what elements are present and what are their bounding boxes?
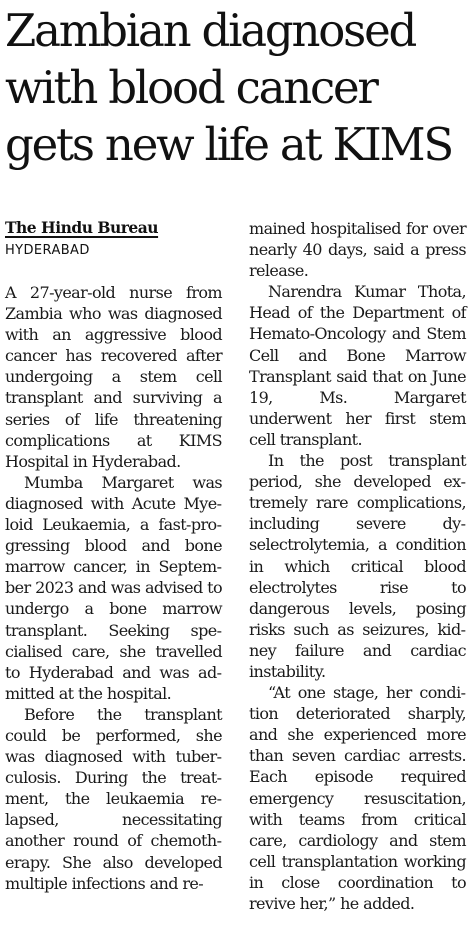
headline-line: Zambian diagnosed: [5, 4, 416, 57]
body-paragraph: Mumba Margaret was diagnosed with Acute Myeloid Leukaemia, a fast-progressing blood and bone marrow cancer, in September 2023 and was advised to undergo a bone marrow transplant. Seeking specialised care, she travelled to Hyderabad and was admitted at the hospital.: [5, 472, 222, 703]
body-paragraph: Narendra Kumar Thota, Head of the Department of Hemato-Oncology and Stem Cell and Bone Marrow Transplant said that on June 19, Ms. Margaret underwent her first stem cell transplant.: [249, 282, 466, 449]
body-paragraph: mained hospitalised for over nearly 40 days, said a press release.: [249, 219, 466, 281]
article-column-left: [5, 218, 222, 894]
headline: [5, 2, 465, 173]
body-paragraph: Before the transplant could be performed, she was diagnosed with tuberculosis. During the treatment, the leukaemia relapsed, necessitating another round of chemotherapy. She also developed multiple infections and re-: [5, 704, 222, 893]
dateline: HYDERABAD: [5, 243, 90, 258]
byline: The Hindu Bureau: [5, 218, 159, 237]
headline-line: with blood cancer: [5, 61, 377, 114]
body-paragraph: “At one stage, her condition deteriorated sharply, and she experienced more than seven cardiac arrests. Each episode required emergency resuscitation, with teams from critical care, cardiology and stem cell transplantation working in close coordination to revive her,” he added.: [249, 683, 466, 913]
body-paragraph: A 27-year-old nurse from Zambia who was diagnosed with an aggressive blood cancer has recovered after undergoing a stem cell transplant and surviving a series of life threatening complications at KIMS Hospital in Hyderabad.: [5, 283, 222, 471]
body-paragraph: In the post transplant period, she developed extremely rare complications, including severe dyselectrolytemia, a condition in which critical blood electrolytes rise to dangerous levels, posing risks such as seizures, kidney failure and cardiac instability.: [249, 451, 466, 681]
article-column-right: [249, 218, 466, 914]
headline-line: gets new life at KIMS: [5, 118, 453, 171]
